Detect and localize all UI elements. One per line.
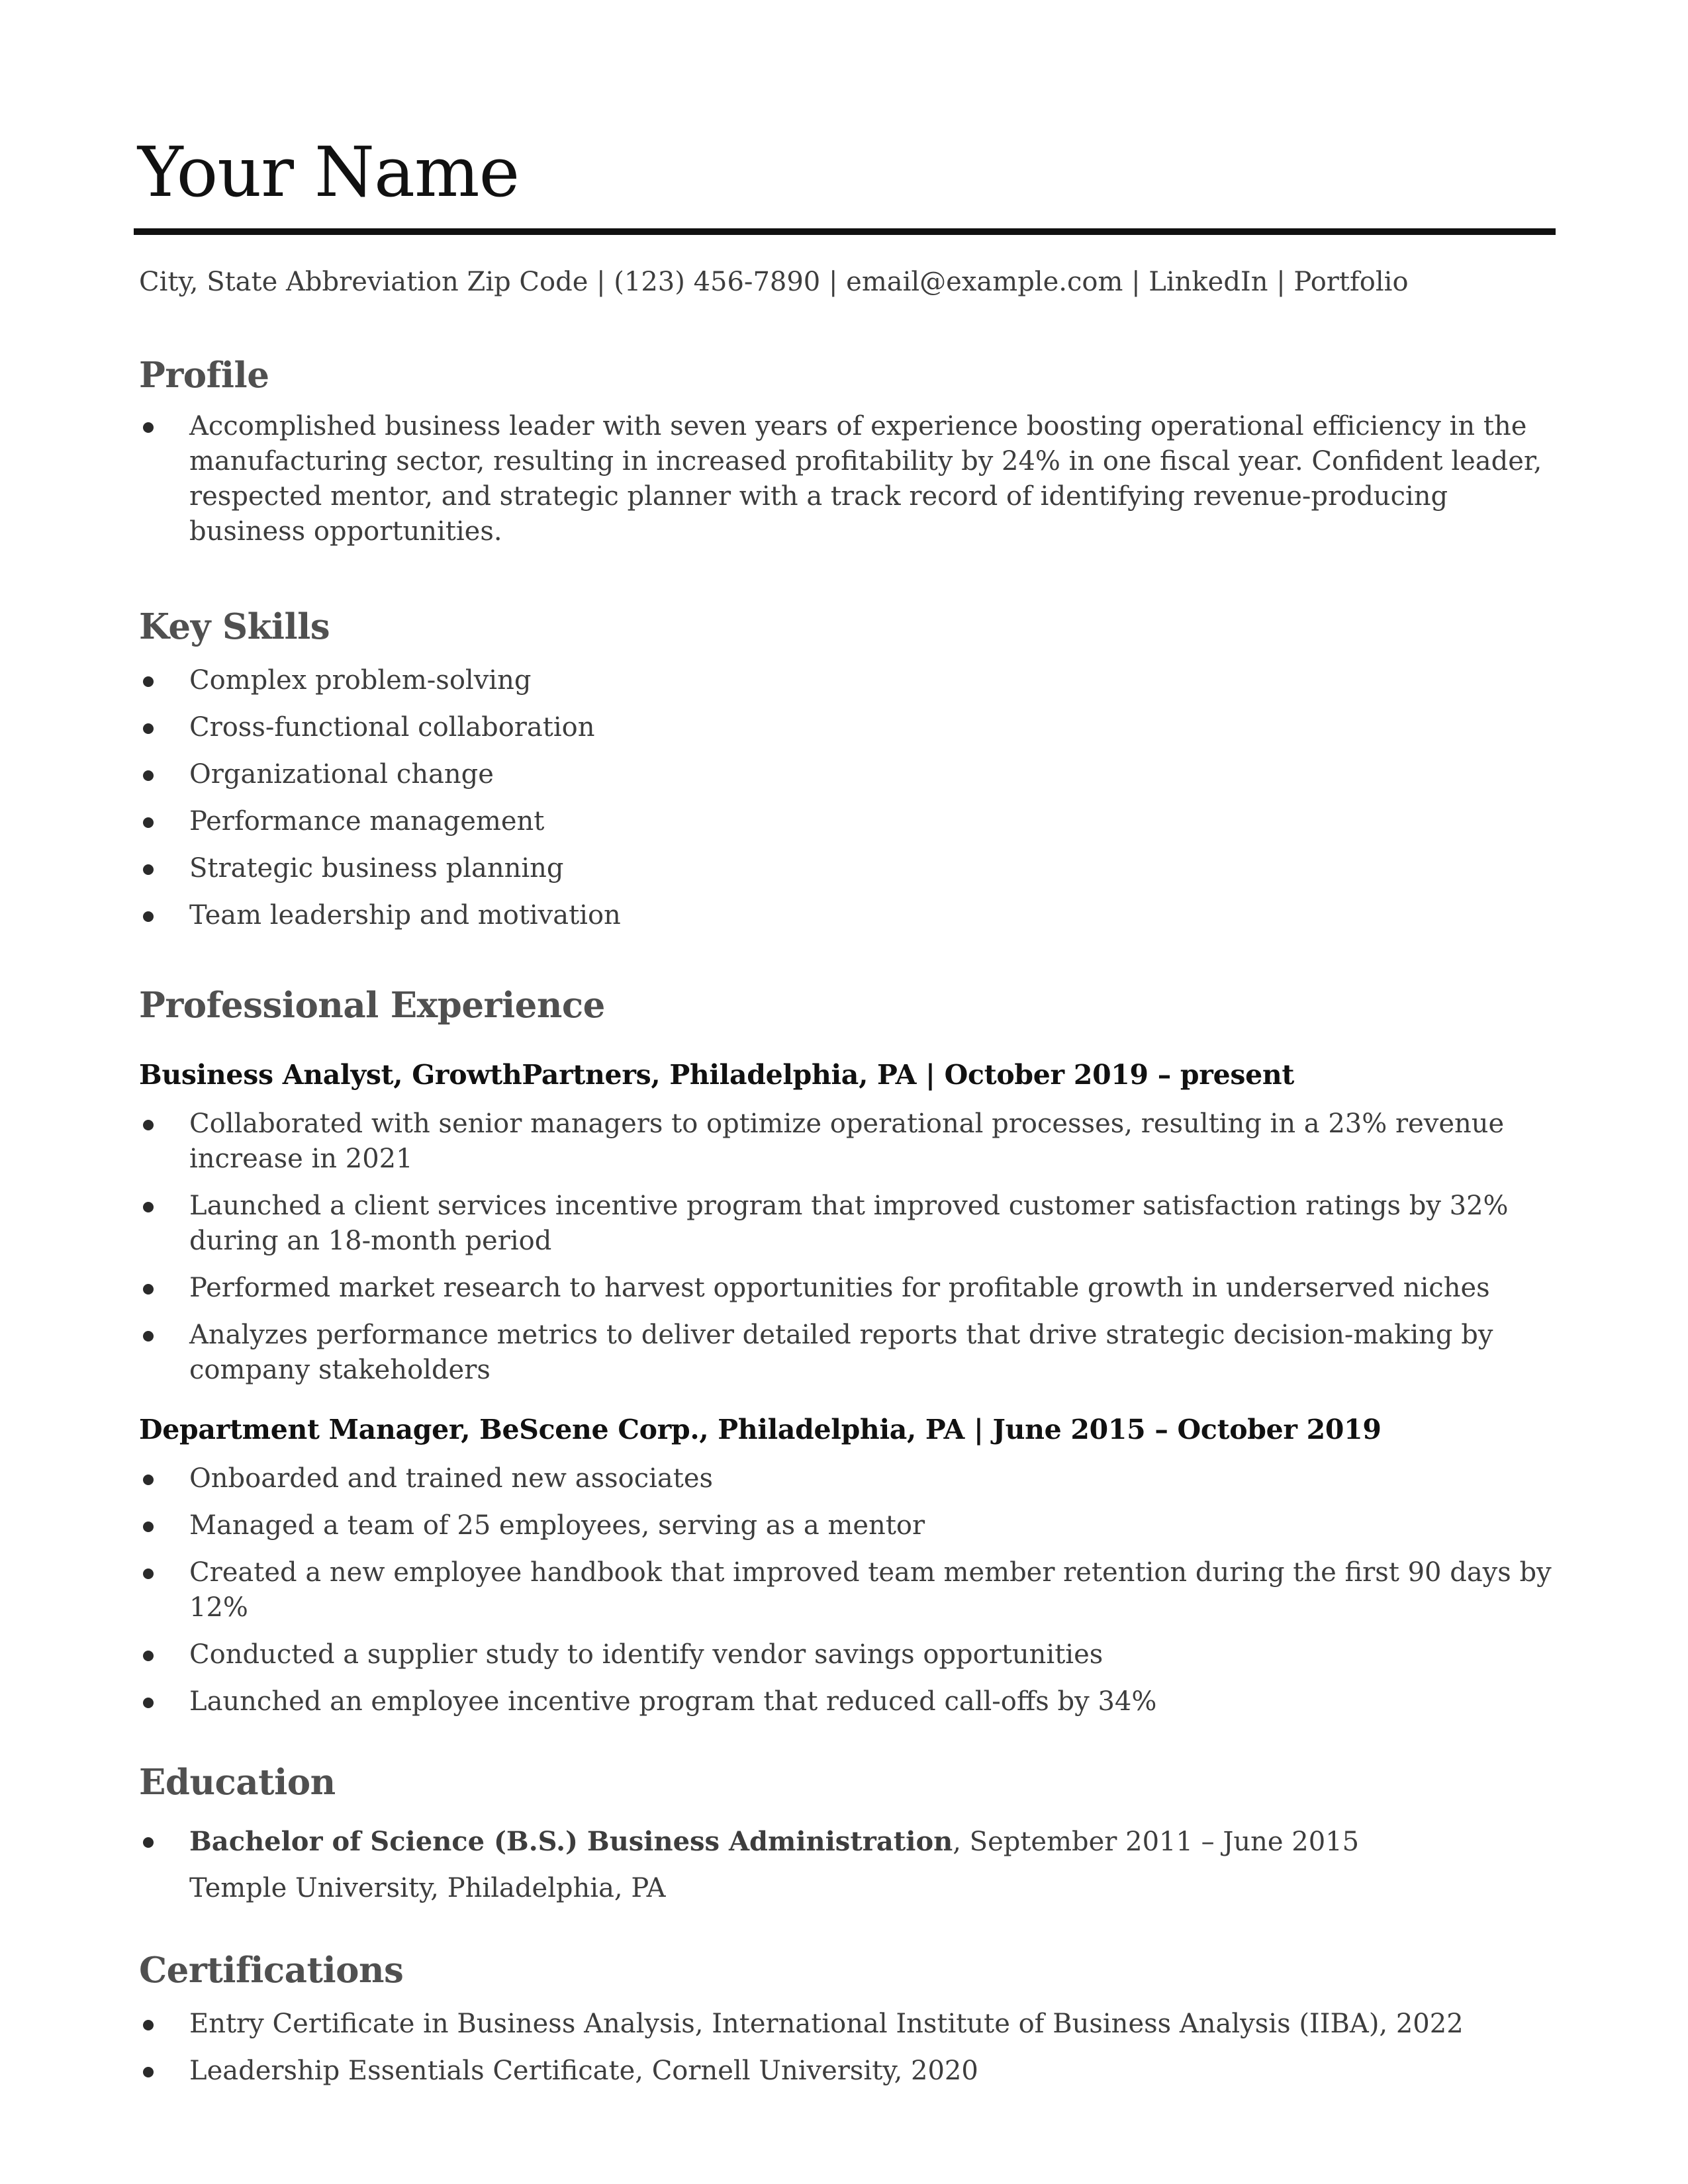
- bullet-icon: [143, 1475, 154, 1485]
- certifications-list: [139, 2007, 1556, 2089]
- section-title-skills: Key Skills: [139, 606, 330, 647]
- certification-text: Leadership Essentials Certificate, Cornell University, 2020: [189, 2056, 978, 2086]
- bullet-icon: [143, 676, 154, 687]
- list-item: [139, 898, 1556, 933]
- bullet-icon: [143, 1837, 154, 1848]
- resume-name: Your Name: [138, 132, 520, 212]
- header-divider: [134, 228, 1556, 235]
- list-item: [139, 1461, 1556, 1496]
- job-bullet-text: Performed market research to harvest opportunities for profitable growth in underserved niches: [189, 1273, 1490, 1303]
- bullet-icon: [143, 1698, 154, 1708]
- job-heading: Business Analyst, GrowthPartners, Philadelphia, PA | October 2019 – present: [139, 1059, 1295, 1091]
- job-bullet-text: Analyzes performance metrics to deliver detailed reports that drive strategic decision-making by company stakeholders: [189, 1320, 1493, 1385]
- skill-text: Team leadership and motivation: [189, 900, 621, 931]
- bullet-icon: [143, 1522, 154, 1532]
- skill-text: Strategic business planning: [189, 853, 564, 884]
- list-item: [139, 409, 1556, 549]
- job-heading: Department Manager, BeScene Corp., Philadelphia, PA | June 2015 – October 2019: [139, 1414, 1382, 1445]
- list-item: [139, 710, 1556, 745]
- list-item: [139, 1555, 1556, 1625]
- job-bullet-text: Created a new employee handbook that improved team member retention during the first 90 days by 12%: [189, 1557, 1552, 1623]
- skill-text: Complex problem-solving: [189, 665, 532, 696]
- section-title-certifications: Certifications: [139, 1950, 404, 1991]
- list-item: [139, 1684, 1556, 1719]
- list-item: [139, 1271, 1556, 1306]
- bullet-icon: [143, 864, 154, 875]
- bullet-icon: [143, 1120, 154, 1130]
- list-item: [139, 1819, 1556, 1911]
- list-item: [139, 1189, 1556, 1259]
- section-title-profile: Profile: [139, 355, 269, 396]
- education-degree: Bachelor of Science (B.S.) Business Administration: [189, 1826, 953, 1857]
- skill-text: Cross-functional collaboration: [189, 712, 595, 743]
- job-bullet-text: Conducted a supplier study to identify vendor savings opportunities: [189, 1639, 1103, 1670]
- list-item: [139, 851, 1556, 886]
- education-list: [139, 1819, 1556, 1911]
- list-item: [139, 1637, 1556, 1672]
- list-item: [139, 1318, 1556, 1388]
- bullet-icon: [143, 1284, 154, 1295]
- bullet-icon: [143, 1569, 154, 1579]
- list-item: [139, 1107, 1556, 1177]
- list-item: [139, 804, 1556, 839]
- job-bullet-text: Launched a client services incentive program that improved customer satisfaction ratings by 32% during an 18-month period: [189, 1191, 1509, 1256]
- list-item: [139, 2007, 1556, 2042]
- profile-list: [139, 409, 1556, 549]
- job-bullet-text: Onboarded and trained new associates: [189, 1463, 714, 1494]
- profile-text: Accomplished business leader with seven years of experience boosting operational efficiency in the manufacturing sector, resulting in increased profitability by 24% in one fiscal year. Confident leader, respected mentor, and strategic planner with a track record of identifying revenue-producing business opportunities.: [189, 411, 1542, 547]
- education-school: Temple University, Philadelphia, PA: [189, 1873, 666, 1903]
- skill-text: Performance management: [189, 806, 545, 837]
- job-2-list: [139, 1461, 1556, 1719]
- job-bullet-text: Collaborated with senior managers to optimize operational processes, resulting in a 23% revenue increase in 2021: [189, 1109, 1505, 1174]
- section-title-education: Education: [139, 1762, 336, 1803]
- skills-list: [139, 663, 1556, 933]
- job-bullet-text: Managed a team of 25 employees, serving as a mentor: [189, 1510, 925, 1541]
- bullet-icon: [143, 911, 154, 922]
- list-item: [139, 1508, 1556, 1543]
- bullet-icon: [143, 770, 154, 781]
- bullet-icon: [143, 723, 154, 734]
- list-item: [139, 757, 1556, 792]
- bullet-icon: [143, 2067, 154, 2077]
- bullet-icon: [143, 422, 154, 433]
- list-item: [139, 2054, 1556, 2089]
- list-item: [139, 663, 1556, 698]
- bullet-icon: [143, 817, 154, 828]
- bullet-icon: [143, 1202, 154, 1212]
- skill-text: Organizational change: [189, 759, 494, 790]
- bullet-icon: [143, 2020, 154, 2030]
- bullet-icon: [143, 1331, 154, 1342]
- section-title-experience: Professional Experience: [139, 985, 605, 1026]
- education-dates: , September 2011 – June 2015: [953, 1827, 1360, 1857]
- job-1-list: [139, 1107, 1556, 1388]
- certification-text: Entry Certificate in Business Analysis, International Institute of Business Analysis (IIBA), 2022: [189, 2009, 1464, 2039]
- bullet-icon: [143, 1651, 154, 1661]
- contact-line: City, State Abbreviation Zip Code | (123) 456-7890 | email@example.com | LinkedIn | Portfolio: [139, 267, 1409, 297]
- job-bullet-text: Launched an employee incentive program that reduced call-offs by 34%: [189, 1686, 1157, 1717]
